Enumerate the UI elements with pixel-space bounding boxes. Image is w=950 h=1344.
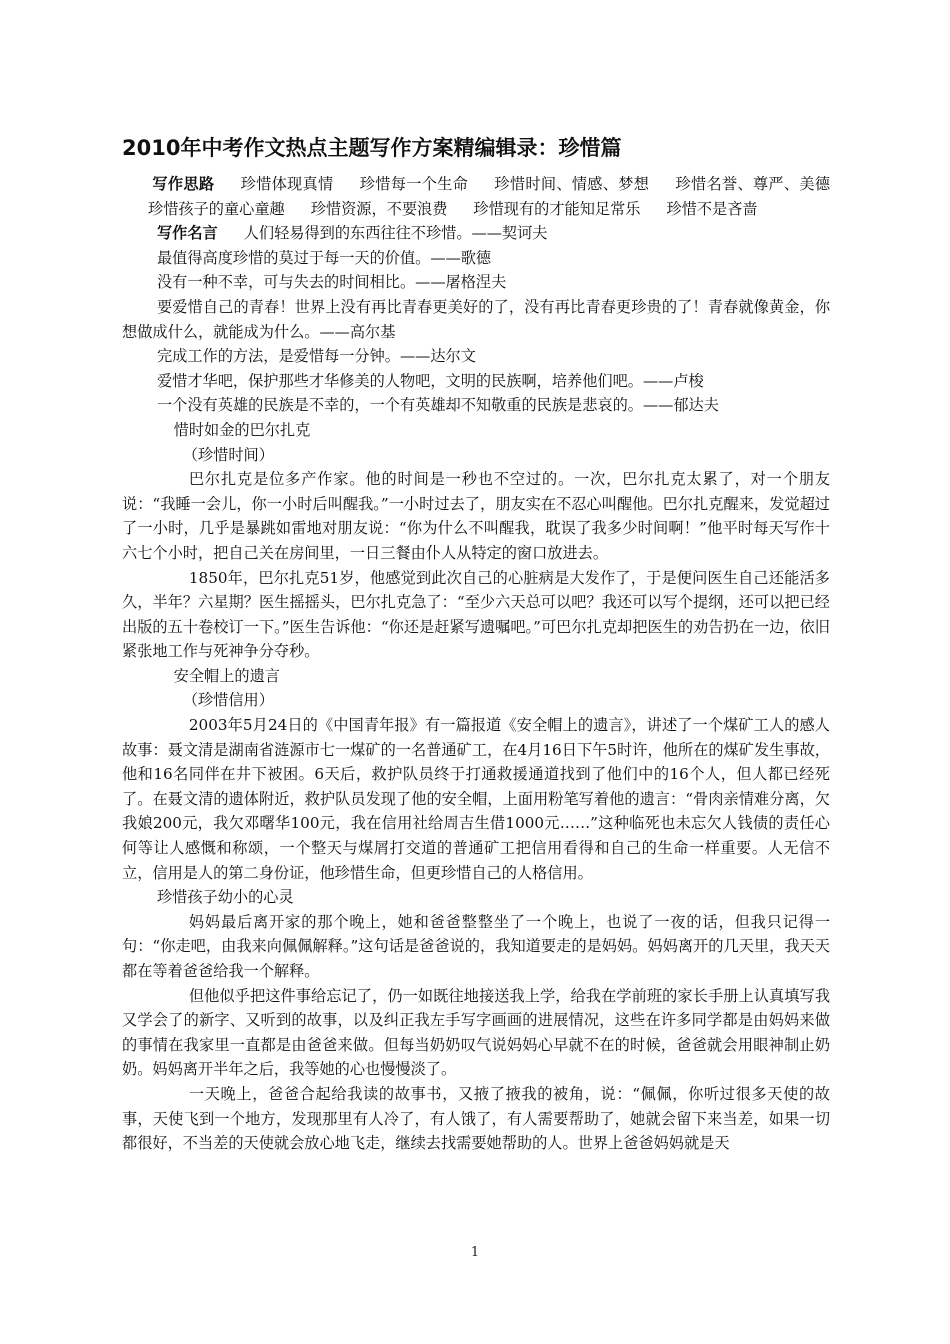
story-paragraph: 巴尔扎克是位多产作家。他的时间是一秒也不空过的。一次，巴尔扎克太累了，对一个朋友说：“我睡一会儿，你一小时后叫醒我。”一小时过去了，朋友实在不忍心叫醒他。巴尔扎克醒来，发觉超过了一小时，几乎是暴跳如雷地对朋友说：“你为什么不叫醒我，耽误了我多少时间啊！”他平时每天写作十六七个小时，把自己关在房间里，一日三餐由仆人从特定的窗口放进去。 bbox=[122, 470, 830, 562]
document-body bbox=[122, 172, 830, 1156]
quote-line bbox=[122, 221, 830, 246]
quote-line: 最值得高度珍惜的莫过于每一天的价值。——歌德 bbox=[156, 248, 492, 267]
story-heading: 珍惜孩子幼小的心灵 bbox=[156, 888, 294, 907]
idea-item: 珍惜名誉、尊严、美德 bbox=[675, 175, 831, 193]
story-heading: 安全帽上的遗言 bbox=[173, 666, 280, 685]
idea-item: 珍惜不是吝啬 bbox=[666, 199, 758, 218]
quote-line: 没有一种不幸，可与失去的时间相比。——屠格涅夫 bbox=[156, 273, 507, 292]
story-paragraph: 2003年5月24日的《中国青年报》有一篇报道《安全帽上的遗言》，讲述了一个煤矿工人的感人故事：聂文清是湖南省涟源市七一煤矿的一名普通矿工，在4月16日下午5时许，他所在的煤矿发生事故，他和16名同伴在井下被困。6天后，救护队员终于打通救援通道找到了他们中的16个人，但人都已经死了。在聂文清的遗体附近，救护队员发现了他的安全帽，上面用粉笔写着他的遗言：“骨肉亲情难分离，欠我娘200元，我欠邓曙华100元，我在信用社给周吉生借1000元……”这种临死也未忘欠人钱债的责任心何等让人感慨和称颂，一个整天与煤屑打交道的普通矿工把信用看得和自己的生命一样重要。人无信不立，信用是人的第二身份证，他珍惜生命，但更珍惜自己的人格信用。 bbox=[122, 716, 830, 882]
idea-item: 珍惜每一个生命 bbox=[359, 175, 469, 193]
story-heading: 惜时如金的巴尔扎克 bbox=[173, 420, 311, 439]
story-paragraph: 一天晚上，爸爸合起给我读的故事书，又掖了掖我的被角，说：“佩佩，你听过很多天使的故事，天使飞到一个地方，发现那里有人冷了，有人饿了，有人需要帮助了，她就会留下来当差，如果一切都很好，不当差的天使就会放心地飞走，继续去找需要她帮助的人。世界上爸爸妈妈就是天 bbox=[122, 1084, 830, 1153]
quote-line: 要爱惜自己的青春！世界上没有再比青春更美好的了，没有再比青春更珍贵的了！青春就像黄金，你想做成什么，就能成为什么。——高尔基 bbox=[122, 297, 830, 341]
idea-item: 珍惜体现真情 bbox=[240, 175, 334, 193]
idea-item: 珍惜现有的才能知足常乐 bbox=[473, 199, 641, 218]
quote-line: 爱惜才华吧，保护那些才华修美的人物吧，文明的民族啊，培养他们吧。——卢梭 bbox=[156, 371, 704, 390]
quotes-label: 写作名言 bbox=[156, 224, 218, 243]
story-tag: （珍惜信用） bbox=[182, 691, 274, 710]
document-title: 2010年中考作文热点主题写作方案精编辑录：珍惜篇 bbox=[122, 136, 622, 160]
idea-item: 珍惜时间、情感、梦想 bbox=[494, 175, 650, 193]
story-paragraph: 但他似乎把这件事给忘记了，仍一如既往地接送我上学，给我在学前班的家长手册上认真填写我又学会了的新字、又听到的故事，以及纠正我左手写字画画的进展情况，这些在许多同学都是由妈妈来做的事情在我家里一直都是由爸爸来做。但每当奶奶叹气说妈妈心早就不在的时候，爸爸就会用眼神制止奶奶。妈妈离开半年之后，我等她的心也慢慢淡了。 bbox=[122, 986, 830, 1079]
story-tag: （珍惜时间） bbox=[182, 445, 274, 464]
quote-line: 一个没有英雄的民族是不幸的，一个有英雄却不知敬重的民族是悲哀的。——郁达夫 bbox=[156, 396, 719, 415]
idea-item: 珍惜资源，不要浪费 bbox=[310, 199, 448, 218]
writing-ideas-label: 写作思路 bbox=[152, 175, 215, 193]
quote-text: 人们轻易得到的东西往往不珍惜。——契诃夫 bbox=[243, 224, 548, 243]
page-number: 1 bbox=[470, 1245, 480, 1260]
story-paragraph: 妈妈最后离开家的那个晚上，她和爸爸整整坐了一个晚上，也说了一夜的话，但我只记得一句：“你走吧，由我来向佩佩解释。”这句话是爸爸说的，我知道要走的是妈妈。妈妈离开的几天里，我天天都在等着爸爸给我一个解释。 bbox=[122, 912, 830, 980]
story-paragraph: 1850年，巴尔扎克51岁，他感觉到此次自己的心脏病是大发作了，于是便问医生自己还能活多久，半年？六星期？医生摇摇头，巴尔扎克急了：“至少六天总可以吧？我还可以写个提纲，还可以把已经出版的五十卷校订一下。”医生告诉他：“你还是赶紧写遗嘱吧。”可巴尔扎克却把医生的劝告扔在一边，依旧紧张地工作与死神争分夺秒。 bbox=[122, 568, 830, 661]
idea-item: 珍惜孩子的童心童趣 bbox=[148, 199, 285, 218]
writing-ideas-paragraph bbox=[122, 172, 830, 221]
quote-line: 完成工作的方法，是爱惜每一分钟。——达尔文 bbox=[156, 347, 476, 366]
